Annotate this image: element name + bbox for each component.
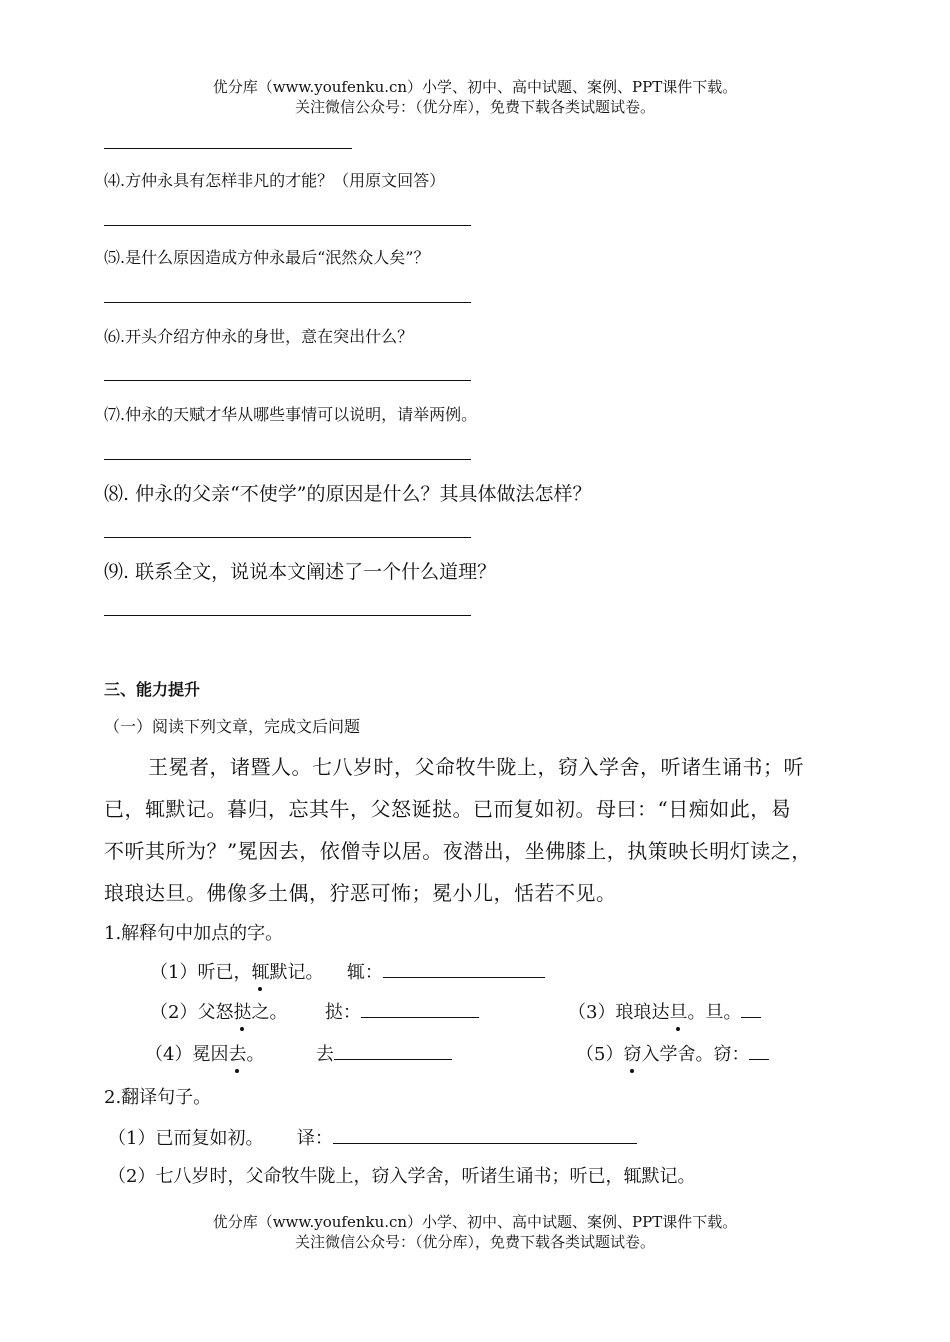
question-6: ⑹.开头介绍方仲永的身世，意在突出什么？ xyxy=(104,327,414,346)
passage-line-1: 王冕者，诸暨人。七八岁时，父命牧牛陇上，窃入学舍，听诸生诵书；听 xyxy=(148,755,804,779)
task-2-title: 2.翻译句子。 xyxy=(104,1087,212,1108)
dotted-char: 去 xyxy=(228,1040,246,1066)
item-text: 入学舍。窃： xyxy=(641,1044,750,1065)
question-9: ⑼. 联系全文，说说本文阐述了一个什么道理？ xyxy=(104,561,497,583)
item-text: （4）冕因 xyxy=(145,1044,229,1065)
item-text: （1）已而复如初。 xyxy=(108,1128,264,1149)
task-1-item-2 xyxy=(150,997,479,1024)
item-text: 。 xyxy=(246,1044,265,1065)
item-text: 之。 xyxy=(251,1002,288,1023)
dotted-char: 旦 xyxy=(669,998,687,1024)
item-text: （1）听已， xyxy=(150,962,252,983)
item-text: （2）父怒 xyxy=(150,1002,234,1023)
answer-blank[interactable] xyxy=(383,957,545,978)
item-text: （3）琅琅达 xyxy=(568,1002,670,1023)
answer-blank[interactable] xyxy=(334,1039,452,1060)
answer-line xyxy=(104,380,471,381)
item-label: 辄： xyxy=(346,962,383,983)
answer-line xyxy=(104,302,471,303)
footer-line-2: 关注微信公众号：（优分库），免费下载各类试题试卷。 xyxy=(294,1233,655,1251)
item-text: 默记。 xyxy=(269,962,324,983)
passage-line-4: 琅琅达旦。佛像多土偶，狞恶可怖；冕小儿，恬若不见。 xyxy=(104,881,617,905)
question-7: ⑺.仲永的天赋才华从哪些事情可以说明，请举两例。 xyxy=(104,405,478,424)
task-1-item-5 xyxy=(576,1039,769,1066)
answer-line xyxy=(104,537,471,538)
item-text: （5） xyxy=(576,1044,624,1065)
question-5: ⑸.是什么原因造成方仲永最后“泯然众人矣”？ xyxy=(104,248,430,267)
item-label: 去 xyxy=(315,1044,334,1065)
section-title: 三、能力提升 xyxy=(104,680,201,699)
dotted-char: 窃 xyxy=(623,1040,641,1066)
answer-line xyxy=(104,459,471,460)
passage-line-2: 已，辄默记。暮归，忘其牛，父怒诞挞。已而复如初。母曰：“日痴如此，曷 xyxy=(104,797,792,821)
task-2-item-1 xyxy=(108,1123,637,1150)
dotted-char: 辄 xyxy=(251,958,269,984)
answer-blank[interactable] xyxy=(741,997,761,1018)
item-label: 挞： xyxy=(324,1002,361,1023)
answer-line xyxy=(104,615,471,616)
task-1-item-1 xyxy=(150,957,545,984)
answer-blank[interactable] xyxy=(333,1123,637,1144)
task-1-title: 1.解释句中加点的字。 xyxy=(104,923,284,944)
question-8: ⑻. 仲永的父亲“不使学”的原因是什么？其具体做法怎样？ xyxy=(104,483,592,505)
task-1-item-3 xyxy=(568,997,761,1024)
question-4: ⑷.方仲永具有怎样非凡的才能？（用原文回答） xyxy=(104,171,446,190)
footer-line-1: 优分库（www.youfenku.cn）小学、初中、高中试题、案例、PPT课件下载。 xyxy=(212,1213,738,1231)
answer-blank[interactable] xyxy=(749,1039,769,1060)
task-1-item-4 xyxy=(145,1039,452,1066)
item-text: 。旦。 xyxy=(687,1002,742,1023)
answer-line xyxy=(104,148,352,149)
section-subtitle: （一）阅读下列文章，完成文后问题 xyxy=(104,717,361,736)
header-line-1: 优分库（www.youfenku.cn）小学、初中、高中试题、案例、PPT课件下载。 xyxy=(212,78,738,96)
answer-line xyxy=(104,225,471,226)
item-label: 译： xyxy=(296,1128,333,1149)
answer-blank[interactable] xyxy=(361,997,479,1018)
header-line-2: 关注微信公众号：（优分库），免费下载各类试题试卷。 xyxy=(294,98,655,116)
passage-line-3: 不听其所为？”冕因去，依僧寺以居。夜潜出，坐佛膝上，执策映长明灯读之， xyxy=(104,839,812,863)
dotted-char: 挞 xyxy=(233,998,251,1024)
task-2-item-2: （2）七八岁时，父命牧牛陇上，窃入学舍，听诸生诵书；听已，辄默记。 xyxy=(108,1166,696,1187)
